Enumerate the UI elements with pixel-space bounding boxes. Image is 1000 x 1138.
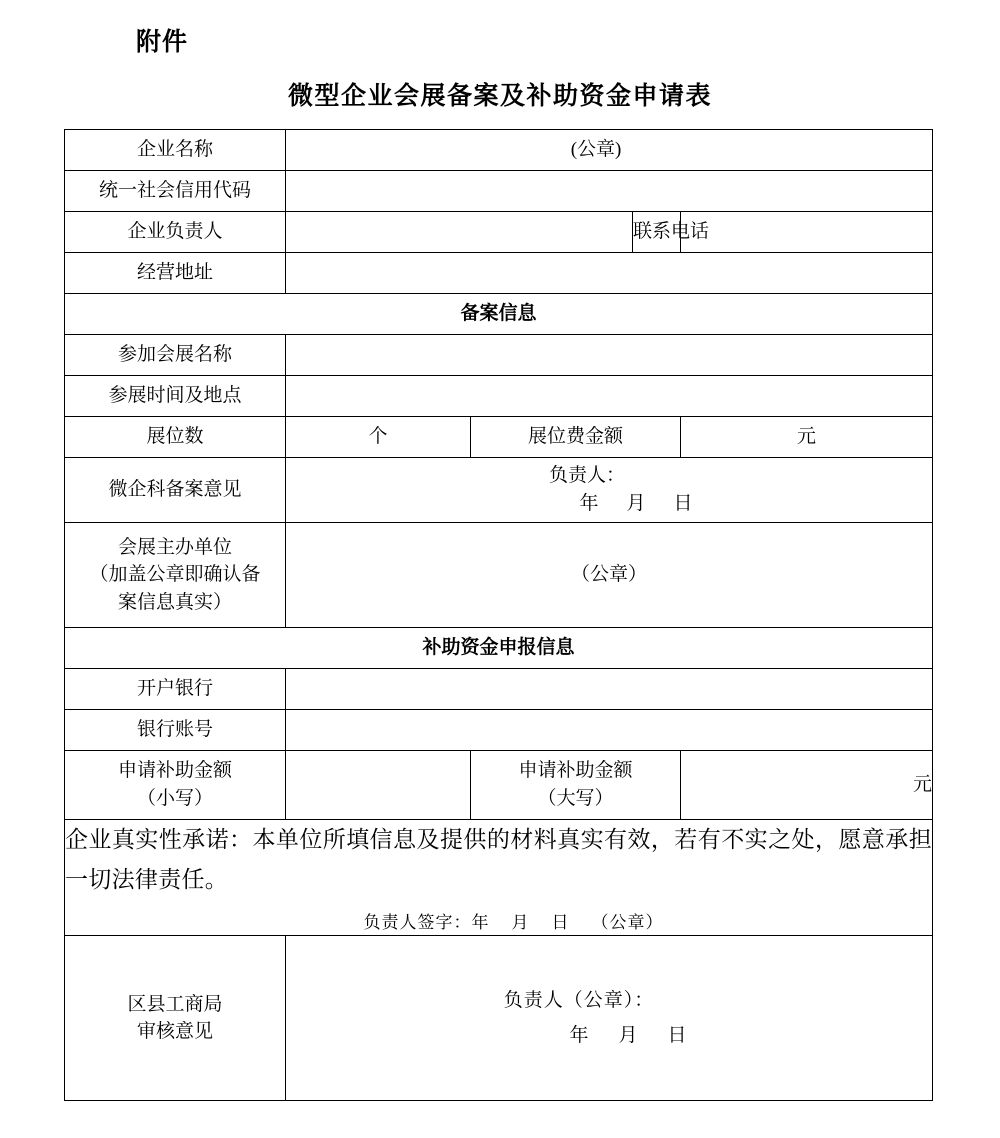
date-line-micro-dept <box>286 490 932 518</box>
field-micro-dept-opinion[interactable] <box>286 458 933 523</box>
field-district-review[interactable] <box>286 936 933 1101</box>
commitment-text: 企业真实性承诺：本单位所填信息及提供的材料真实有效，若有不实之处，愿意承担一切法律责任。 <box>65 827 933 893</box>
label-expo-name: 参加会展名称 <box>65 335 286 376</box>
label-company-name: 企业名称 <box>65 130 286 171</box>
label-subsidy-amount-lowercase-line2: （小写） <box>136 788 213 809</box>
label-expo-organizer-line3: 案信息真实） <box>117 591 232 613</box>
table-row <box>65 253 933 294</box>
sign-day: 日 <box>551 912 570 932</box>
table-row <box>65 628 933 669</box>
commitment-signature-line[interactable] <box>65 911 932 936</box>
field-contact-phone[interactable] <box>681 212 933 253</box>
label-subsidy-amount-uppercase-line1: 申请补助金额 <box>518 760 633 782</box>
date-line-district-review <box>286 1022 932 1050</box>
label-micro-dept-opinion: 微企科备案意见 <box>65 458 286 523</box>
field-booth-fee[interactable] <box>681 417 933 458</box>
commitment-block <box>65 820 933 936</box>
field-expo-time-place[interactable] <box>286 376 933 417</box>
table-row <box>65 458 933 523</box>
label-district-review-line2: 审核意见 <box>136 1021 213 1043</box>
unit-booth-fee: 元 <box>797 426 817 448</box>
table-row <box>65 710 933 751</box>
date-month: 月 <box>626 493 648 514</box>
review-date-year: 年 <box>569 1025 591 1047</box>
field-company-name[interactable] <box>286 130 933 171</box>
label-district-review-line1: 区县工商局 <box>127 993 223 1015</box>
field-business-address[interactable] <box>286 253 933 294</box>
label-contact-phone: 联系电话 <box>633 212 681 253</box>
field-bank-account[interactable] <box>286 710 933 751</box>
field-expo-organizer-seal[interactable] <box>286 523 933 628</box>
label-expo-organizer-line1: 会展主办单位 <box>117 536 232 558</box>
table-row <box>65 417 933 458</box>
label-expo-time-place: 参展时间及地点 <box>65 376 286 417</box>
table-row <box>65 171 933 212</box>
unit-booth-count: 个 <box>368 426 388 448</box>
label-bank-account: 银行账号 <box>65 710 286 751</box>
date-year: 年 <box>579 493 601 514</box>
table-row <box>65 936 933 1101</box>
field-bank-name[interactable] <box>286 669 933 710</box>
label-bank-name: 开户银行 <box>65 669 286 710</box>
table-row <box>65 751 933 820</box>
label-subsidy-amount-uppercase-line2: （大写） <box>537 788 614 809</box>
label-booth-count: 展位数 <box>65 417 286 458</box>
section-header-subsidy-info: 补助资金申报信息 <box>65 628 933 669</box>
page-title: 微型企业会展备案及补助资金申请表 <box>287 83 712 110</box>
sign-year: 年 <box>471 912 490 932</box>
field-principal[interactable] <box>286 212 633 253</box>
table-row <box>65 294 933 335</box>
label-expo-organizer <box>65 523 286 628</box>
label-booth-fee: 展位费金额 <box>471 417 681 458</box>
table-row <box>65 820 933 936</box>
label-subsidy-amount-uppercase <box>471 751 681 820</box>
label-district-review <box>65 936 286 1101</box>
signature-label: 负责人签字： <box>363 912 472 932</box>
label-credit-code: 统一社会信用代码 <box>65 171 286 212</box>
label-principal: 企业负责人 <box>65 212 286 253</box>
responsible-label-district-review: 负责人（公章）： <box>503 989 655 1011</box>
label-expo-organizer-line2: （加盖公章即确认备 <box>89 564 261 586</box>
attachment-label: 附件 <box>136 29 189 56</box>
label-subsidy-amount-lowercase <box>65 751 286 820</box>
field-subsidy-amount-uppercase[interactable] <box>681 751 933 820</box>
table-row <box>65 335 933 376</box>
responsible-label-micro-dept: 负责人： <box>549 465 626 487</box>
label-business-address: 经营地址 <box>65 253 286 294</box>
application-form-table <box>64 129 933 1101</box>
table-row <box>65 523 933 628</box>
sign-month: 月 <box>511 912 530 932</box>
seal-note-signature: （公章） <box>591 912 664 932</box>
unit-subsidy-amount: 元 <box>913 774 933 796</box>
table-row <box>65 212 933 253</box>
table-row <box>65 376 933 417</box>
table-row <box>65 669 933 710</box>
field-expo-name[interactable] <box>286 335 933 376</box>
table-row <box>65 130 933 171</box>
review-date-day: 日 <box>667 1025 689 1047</box>
field-booth-count[interactable] <box>286 417 471 458</box>
seal-note-organizer: （公章） <box>571 564 648 586</box>
label-subsidy-amount-lowercase-line1: 申请补助金额 <box>117 760 232 782</box>
review-date-month: 月 <box>618 1025 640 1047</box>
field-credit-code[interactable] <box>286 171 933 212</box>
section-header-record-info: 备案信息 <box>65 294 933 335</box>
seal-note-company: (公章) <box>570 139 622 161</box>
field-subsidy-amount-lowercase[interactable] <box>286 751 471 820</box>
date-day: 日 <box>673 493 695 514</box>
